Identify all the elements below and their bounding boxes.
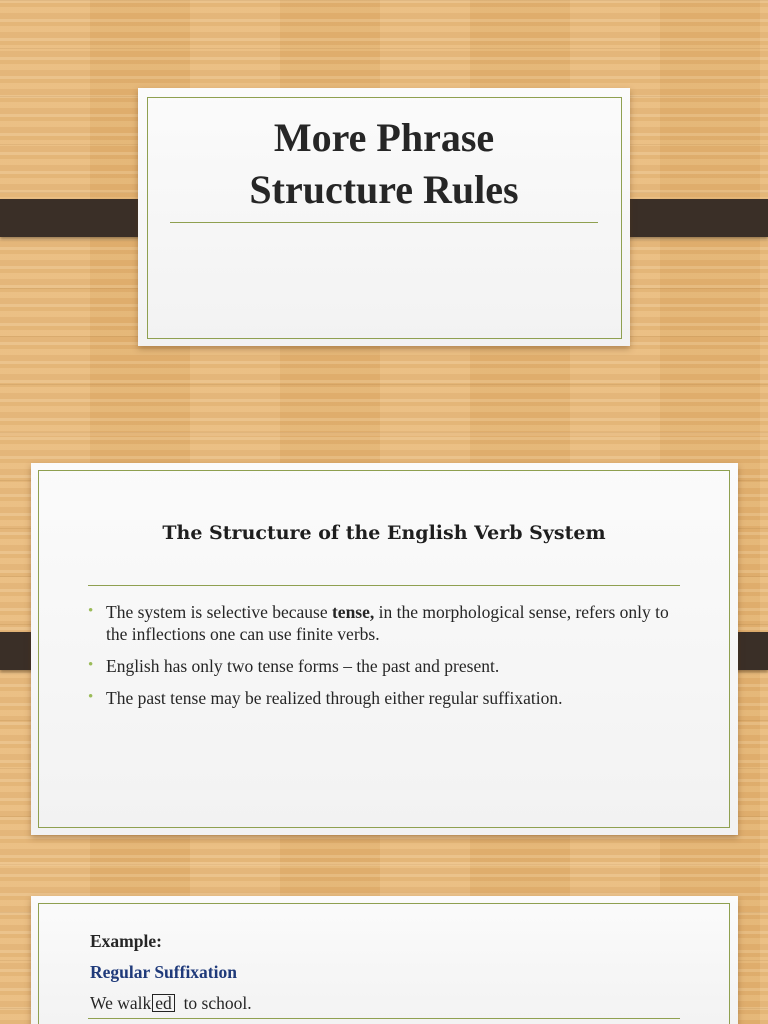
bullet-text: The past tense may be realized through either regular suffixation. (106, 688, 563, 708)
bullet-text: English has only two tense forms – the past and present. (106, 656, 500, 676)
bullet-text-bold: tense, (331, 602, 375, 622)
slide-1-left-tab (0, 199, 155, 237)
example-sentence-end: to school. (174, 993, 252, 1013)
slide-2-bullet-list (88, 601, 684, 719)
bullet-dot-icon: • (88, 657, 94, 673)
bullet-text-after: in the morphological sense, refers only to the inflections one can use finite verbs. (106, 602, 669, 644)
bullet-dot-icon: • (88, 689, 94, 705)
slide-1-title-line-2: Structure Rules (249, 167, 519, 212)
example-label: Example: (90, 931, 162, 951)
example-sentence (90, 993, 252, 1014)
slide-3-rule (88, 1018, 680, 1019)
slide-gap (0, 432, 768, 436)
bullet-item (88, 655, 684, 677)
slide-gap (0, 862, 768, 866)
bullet-text-before: The system is selective because (106, 602, 332, 622)
example-sentence-start: We walk (90, 993, 152, 1013)
bullet-item (88, 687, 684, 709)
example-subheading: Regular Suffixation (90, 962, 237, 982)
slide-2-title: The Structure of the English Verb System (162, 522, 606, 544)
slide-1-title-line-1: More Phrase (273, 115, 495, 160)
slide-2-title-rule (88, 585, 680, 586)
bullet-item (88, 601, 684, 645)
slide-1-right-tab (612, 199, 768, 237)
slide-1-title-rule (170, 222, 598, 223)
example-suffix-box: ed (152, 994, 175, 1012)
bullet-dot-icon: • (88, 603, 94, 619)
slide-1-title (140, 112, 628, 216)
